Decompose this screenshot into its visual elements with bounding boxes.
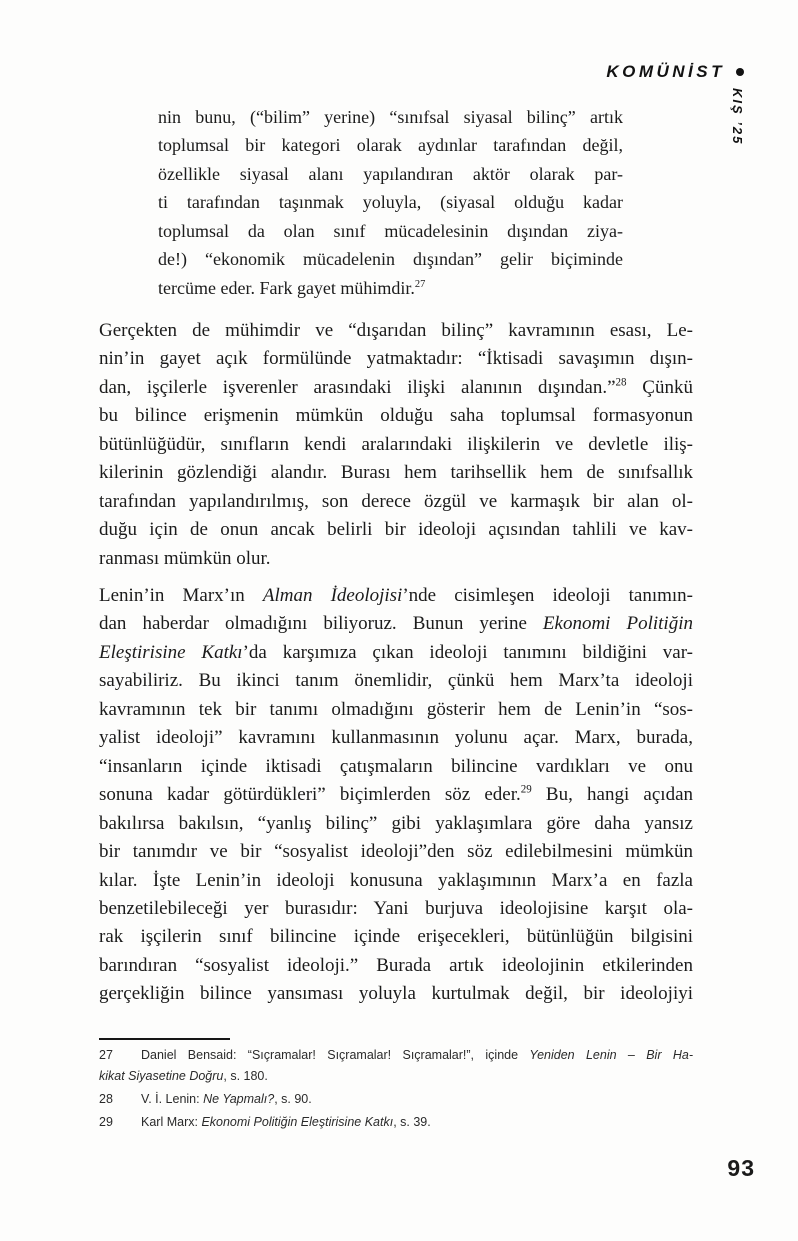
text-run: , s. 90. bbox=[274, 1092, 312, 1106]
text-line bbox=[99, 895, 693, 923]
text-run: kikat Siyasetine Doğru bbox=[99, 1069, 224, 1083]
text-run: dan haberdar olmadığını biliyoruz. Bunun yerine bbox=[99, 613, 543, 635]
footnote-number: 28 bbox=[99, 1092, 113, 1106]
text-run: benzetilebileceği yer burasıdır: Yani burjuva ideolojisine karşıt ola- bbox=[99, 897, 693, 919]
body-paragraph bbox=[99, 582, 693, 1009]
text-run: yalist ideoloji” kavramını kullanmasının yolunu açar. Marx, burada, bbox=[99, 727, 693, 749]
text-run: ti tarafından taşınmak yoluyla, (siyasal olduğu kadar bbox=[158, 192, 623, 213]
text-run: Karl Marx: bbox=[141, 1115, 202, 1129]
footnotes bbox=[99, 1045, 693, 1133]
footnote-reference: 27 bbox=[414, 278, 426, 290]
text-run: Ne Yapmalı? bbox=[203, 1092, 275, 1106]
text-run: barındıran “sosyalist ideoloji.” Burada artık ideolojinin etkilerinden bbox=[99, 954, 693, 976]
text-run: kavramının tek bir tanımı olmadığını gösterir hem de Lenin’in “sos- bbox=[99, 698, 693, 720]
issue-label: KIŞ ’25 bbox=[730, 88, 745, 146]
footnote-number: 29 bbox=[99, 1115, 113, 1129]
text-line bbox=[99, 810, 693, 838]
text-line bbox=[99, 781, 693, 809]
text-run: tercüme eder. Fark gayet mühimdir. bbox=[158, 277, 415, 298]
text-line bbox=[99, 753, 693, 781]
footnote-line bbox=[99, 1066, 693, 1087]
text-run: Çünkü bbox=[626, 376, 693, 398]
text-line bbox=[99, 610, 693, 638]
text-run: bakılırsa bakılsın, “yanlış bilinç” gibi yaklaşımlara göre daha yansız bbox=[99, 812, 693, 834]
footnote-reference: 28 bbox=[615, 376, 627, 389]
text-line bbox=[99, 374, 693, 402]
text-run: Bu, hangi açıdan bbox=[531, 784, 693, 806]
text-run: , s. 180. bbox=[223, 1069, 268, 1083]
text-run: ’da karşımıza çıkan ideoloji tanımını bildiğini var- bbox=[242, 641, 693, 663]
text-line bbox=[99, 724, 693, 752]
text-run: ranması mümkün olur. bbox=[99, 547, 271, 569]
text-run: Ekonomi Politiğin bbox=[542, 613, 693, 635]
text-run: nin’in gayet açık formülünde yatmaktadır: “İktisadi savaşımın dışın- bbox=[99, 348, 693, 370]
text-line bbox=[99, 516, 693, 544]
text-run: bütünlüğüdür, sınıfların kendi aralarındaki ilişkilerin ve devletle iliş- bbox=[99, 433, 693, 455]
page-header bbox=[606, 62, 744, 82]
text-line bbox=[99, 488, 693, 516]
footnote-line bbox=[99, 1045, 693, 1066]
text-line bbox=[158, 217, 623, 245]
text-run: Eleştirisine Katkı bbox=[99, 641, 243, 663]
text-line bbox=[99, 317, 693, 345]
text-run: Gerçekten de mühimdir ve “dışarıdan bilinç” kavramının esası, Le- bbox=[99, 320, 693, 341]
text-run: Yeniden Lenin – Bir Ha- bbox=[529, 1048, 694, 1062]
text-line bbox=[99, 639, 693, 667]
text-run: Ekonomi Politiğin Eleştirisine Katkı bbox=[201, 1115, 394, 1129]
footnote-line bbox=[99, 1112, 693, 1133]
text-run: “insanların içinde iktisadi çatışmaların bilincine vardıkları ve onu bbox=[99, 755, 693, 777]
text-line bbox=[158, 188, 623, 216]
text-line bbox=[99, 431, 693, 459]
text-line bbox=[158, 103, 623, 131]
text-run: Lenin’in Marx’ın bbox=[99, 585, 263, 606]
text-line bbox=[158, 245, 623, 273]
text-line bbox=[99, 867, 693, 895]
text-line bbox=[99, 459, 693, 487]
text-line bbox=[158, 274, 623, 302]
text-run: , s. 39. bbox=[393, 1115, 431, 1129]
journal-title: KOMÜNİST bbox=[606, 62, 725, 81]
text-line bbox=[99, 696, 693, 724]
text-line bbox=[99, 402, 693, 430]
text-line bbox=[158, 131, 623, 159]
text-run: Daniel Bensaid: “Sıçramalar! Sıçramalar! Sıçramalar!”, içinde bbox=[141, 1048, 530, 1062]
text-line bbox=[99, 952, 693, 980]
text-run: Alman İdeolojisi bbox=[262, 585, 403, 606]
footnote-divider bbox=[99, 1038, 230, 1040]
text-run: V. İ. Lenin: bbox=[141, 1092, 204, 1106]
text-line bbox=[99, 980, 693, 1008]
text-run: rak işçilerin sınıf bilincine içinde erişecekleri, bütünlüğün bilgisini bbox=[99, 926, 693, 948]
footnote-reference: 29 bbox=[520, 783, 532, 796]
blockquote bbox=[158, 103, 623, 302]
footnote-line bbox=[99, 1089, 693, 1110]
text-line bbox=[99, 582, 693, 610]
text-line bbox=[99, 545, 693, 573]
text-run: ’nde cisimleşen ideoloji tanımın- bbox=[402, 585, 693, 606]
text-run: dan, işçilerle işverenler arasındaki ilişki alanının dışından.” bbox=[99, 376, 616, 398]
text-run: kilerinin gözlendiği alandır. Burası hem tarihsellik hem de sınıfsallık bbox=[99, 462, 693, 484]
text-run: toplumsal da olan sınıf mücadelesinin dışından ziya- bbox=[158, 220, 623, 241]
body-paragraph bbox=[99, 317, 693, 573]
text-run: toplumsal bir kategori olarak aydınlar tarafından değil, bbox=[158, 135, 623, 156]
text-run: de!) “ekonomik mücadelenin dışından” gelir biçiminde bbox=[158, 249, 623, 270]
text-run: tarafından yapılandırılmış, son derece özgül ve karmaşık bir alan ol- bbox=[99, 490, 693, 512]
text-run: sonuna kadar götürdükleri” biçimlerden söz eder. bbox=[99, 784, 521, 806]
footnote-number: 27 bbox=[99, 1048, 113, 1062]
text-run: sayabiliriz. Bu ikinci tanım önemlidir, çünkü hem Marx’ta ideoloji bbox=[99, 670, 693, 692]
text-line bbox=[99, 345, 693, 373]
text-line bbox=[99, 667, 693, 695]
text-line bbox=[158, 160, 623, 188]
text-line bbox=[99, 838, 693, 866]
text-run: bu bilince erişmenin mümkün olduğu saha toplumsal formasyonun bbox=[99, 405, 693, 427]
text-line bbox=[99, 923, 693, 951]
text-run: gerçekliğin bilince yansıması yoluyla kurtulmak değil, bir ideolojiyi bbox=[99, 983, 693, 1005]
text-run: bir tanımdır ve bir “sosyalist ideoloji”den söz edilebilmesini mümkün bbox=[99, 841, 693, 863]
text-run: kılar. İşte Lenin’in ideoloji konusuna yaklaşımının Marx’a en fazla bbox=[99, 869, 693, 891]
page-number: 93 bbox=[727, 1155, 755, 1181]
text-run: özellikle siyasal alanı yapılandıran aktör olarak par- bbox=[158, 163, 623, 184]
text-run: duğu için de onun ancak belirli bir ideoloji açısından tahlili ve kav- bbox=[99, 519, 693, 541]
text-run: nin bunu, (“bilim” yerine) “sınıfsal siyasal bilinç” artık bbox=[158, 107, 623, 127]
bullet-icon bbox=[736, 68, 744, 76]
